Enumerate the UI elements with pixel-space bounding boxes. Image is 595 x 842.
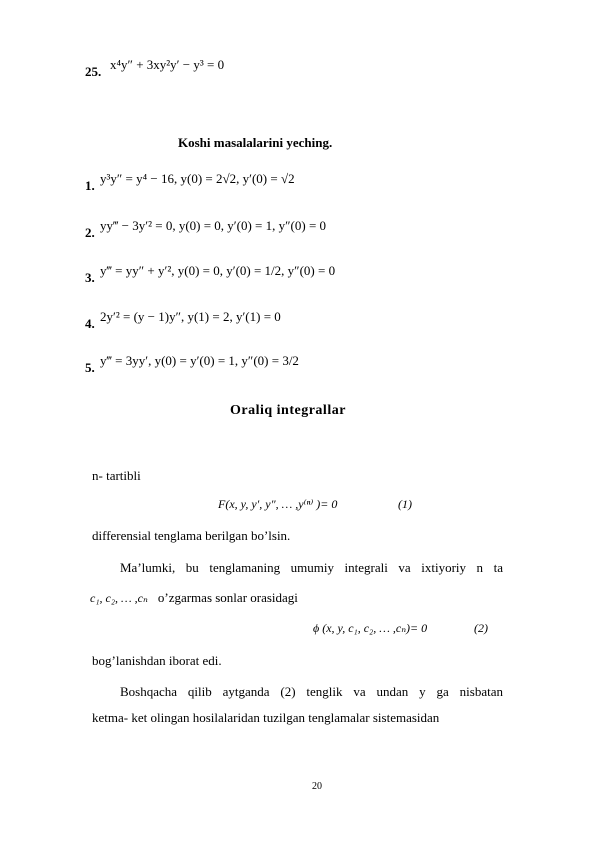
paragraph-line: n- tartibli [92,468,141,483]
section-title: Oraliq integrallar [230,403,346,418]
problem-25-equation: x⁴y″ + 3xy²y′ − y³ = 0 [110,57,225,72]
problem-number: 25. [85,64,102,79]
problem-equation: yy‴ − 3y′² = 0, y(0) = 0, y′(0) = 1, y″(0) = 0 [100,218,327,233]
problem-equation: 2y′² = (y − 1)y″, y(1) = 2, y′(1) = 0 [100,309,281,324]
problem-number: 1. [85,178,95,193]
paragraph-line: differensial tenglama berilgan bo’lsin. [92,528,291,543]
page-number: 20 [312,781,322,792]
paragraph-text: o’zgarmas sonlar orasidagi [157,590,298,605]
problem-equation: y‴ = 3yy′, y(0) = y′(0) = 1, y″(0) = 3/2 [100,353,299,368]
paragraph-line: Boshqacha qilib aytganda (2) tenglik va undan y ga nisbatan [120,684,503,699]
paragraph-line: ketma- ket olingan hosilalaridan tuzilgan tenglamalar sistemasidan [92,710,440,725]
problem-number: 2. [85,225,95,240]
problem-25 [85,63,101,81]
problem-equation: y³y″ = y⁴ − 16, y(0) = 2√2, y′(0) = √2 [100,171,295,186]
formula-1: F(x, y, y′, y″, … ,y⁽ⁿ⁾ )= 0 [218,497,338,511]
formula-2-number: (2) [474,621,488,635]
paragraph-line [90,589,298,607]
koshi-title: Koshi masalalarini yeching. [178,135,333,150]
paragraph-line: Ma’lumki, bu tenglamaning umumiy integrali va ixtiyoriy n ta [120,560,503,575]
formula-2: ϕ (x, y, c₁, c₂, … ,cₙ)= 0 [313,621,428,635]
problem-equation: y‴ = yy″ + y′², y(0) = 0, y′(0) = 1/2, y″(0) = 0 [100,263,336,278]
problem-number: 3. [85,270,95,285]
formula-1-number: (1) [398,497,412,511]
problem-number: 4. [85,316,95,331]
problem-number: 5. [85,360,95,375]
constants-list: c₁, c₂, … ,cₙ [90,591,148,605]
paragraph-line: bog’lanishdan iborat edi. [92,653,222,668]
